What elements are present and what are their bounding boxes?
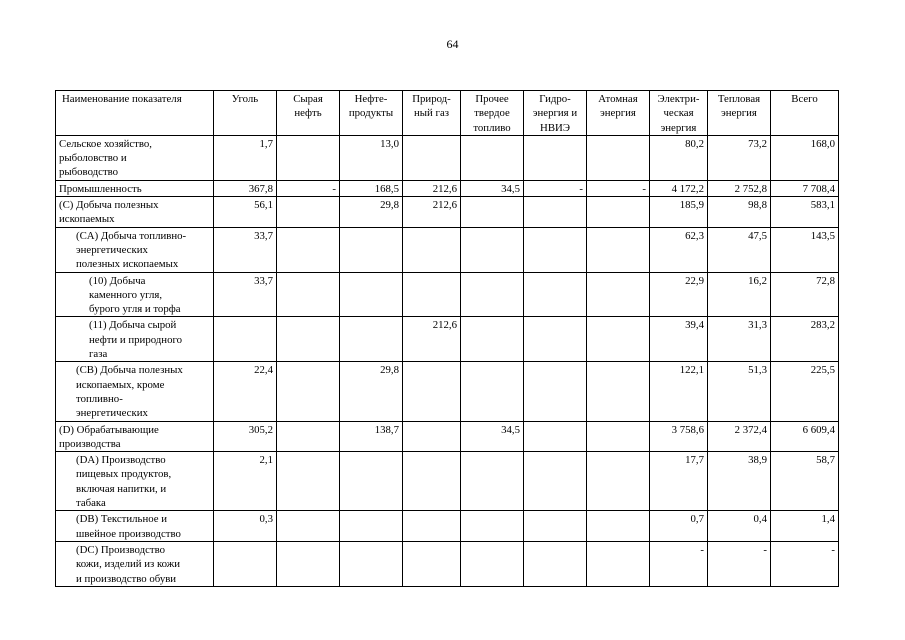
cell-nuclear [587, 541, 650, 586]
cell-electricity: 39,4 [650, 317, 708, 362]
table-row [56, 541, 839, 586]
table-row [56, 421, 839, 452]
energy-consumption-table [55, 90, 839, 587]
cell-nuclear [587, 452, 650, 511]
cell-petroleum-products: 138,7 [340, 421, 403, 452]
cell-natural-gas: 212,6 [403, 180, 461, 196]
page-number: 64 [446, 37, 459, 51]
cell-indicator-name: (DA) Производство пищевых продуктов, включая напитки, и табака [56, 452, 214, 511]
cell-hydro-renewables [524, 452, 587, 511]
cell-total: 1,4 [771, 511, 839, 542]
cell-nuclear [587, 135, 650, 180]
header-other-solid-fuel: Прочее твердое топливо [461, 91, 524, 136]
cell-other-solid-fuel: 34,5 [461, 180, 524, 196]
cell-crude-oil [277, 227, 340, 272]
header-electricity: Электри- ческая энергия [650, 91, 708, 136]
header-natural-gas: Природ- ный газ [403, 91, 461, 136]
cell-crude-oil [277, 135, 340, 180]
cell-total: 6 609,4 [771, 421, 839, 452]
cell-nuclear [587, 421, 650, 452]
cell-other-solid-fuel [461, 452, 524, 511]
cell-nuclear [587, 317, 650, 362]
cell-electricity: 4 172,2 [650, 180, 708, 196]
cell-total: 7 708,4 [771, 180, 839, 196]
cell-petroleum-products [340, 541, 403, 586]
cell-coal [214, 317, 277, 362]
cell-indicator-name: (10) Добыча каменного угля, бурого угля и торфа [56, 272, 214, 317]
cell-hydro-renewables [524, 421, 587, 452]
table-row [56, 511, 839, 542]
cell-hydro-renewables [524, 362, 587, 421]
cell-natural-gas: 212,6 [403, 197, 461, 228]
cell-coal: 56,1 [214, 197, 277, 228]
cell-electricity: - [650, 541, 708, 586]
cell-heat: 51,3 [708, 362, 771, 421]
cell-crude-oil [277, 197, 340, 228]
cell-other-solid-fuel [461, 227, 524, 272]
cell-coal: 0,3 [214, 511, 277, 542]
cell-other-solid-fuel [461, 197, 524, 228]
header-petroleum-products: Нефте- продукты [340, 91, 403, 136]
cell-electricity: 3 758,6 [650, 421, 708, 452]
cell-coal: 1,7 [214, 135, 277, 180]
cell-hydro-renewables [524, 511, 587, 542]
cell-electricity: 17,7 [650, 452, 708, 511]
cell-total: 283,2 [771, 317, 839, 362]
cell-electricity: 22,9 [650, 272, 708, 317]
cell-crude-oil [277, 317, 340, 362]
cell-hydro-renewables [524, 135, 587, 180]
table-row [56, 135, 839, 180]
cell-heat: 73,2 [708, 135, 771, 180]
cell-coal: 305,2 [214, 421, 277, 452]
cell-hydro-renewables [524, 197, 587, 228]
table-row [56, 227, 839, 272]
header-hydro-renewables: Гидро- энергия и НВИЭ [524, 91, 587, 136]
cell-petroleum-products: 29,8 [340, 362, 403, 421]
cell-nuclear [587, 227, 650, 272]
cell-electricity: 62,3 [650, 227, 708, 272]
cell-electricity: 80,2 [650, 135, 708, 180]
cell-crude-oil [277, 541, 340, 586]
cell-total: 225,5 [771, 362, 839, 421]
cell-natural-gas: 212,6 [403, 317, 461, 362]
cell-total: - [771, 541, 839, 586]
cell-crude-oil [277, 511, 340, 542]
cell-coal [214, 541, 277, 586]
cell-indicator-name: (11) Добыча сырой нефти и природного газа [56, 317, 214, 362]
cell-crude-oil [277, 272, 340, 317]
cell-hydro-renewables [524, 541, 587, 586]
cell-natural-gas [403, 452, 461, 511]
cell-indicator-name: Промышленность [56, 180, 214, 196]
cell-natural-gas [403, 272, 461, 317]
cell-indicator-name: (CA) Добыча топливно- энергетических полезных ископаемых [56, 227, 214, 272]
cell-heat: 2 752,8 [708, 180, 771, 196]
table-row [56, 197, 839, 228]
cell-other-solid-fuel [461, 317, 524, 362]
cell-other-solid-fuel [461, 135, 524, 180]
cell-nuclear [587, 272, 650, 317]
cell-hydro-renewables [524, 317, 587, 362]
cell-other-solid-fuel [461, 272, 524, 317]
cell-natural-gas [403, 362, 461, 421]
table-row [56, 317, 839, 362]
cell-petroleum-products: 29,8 [340, 197, 403, 228]
cell-petroleum-products [340, 272, 403, 317]
cell-petroleum-products [340, 317, 403, 362]
cell-petroleum-products [340, 511, 403, 542]
cell-other-solid-fuel [461, 511, 524, 542]
cell-total: 58,7 [771, 452, 839, 511]
cell-crude-oil [277, 362, 340, 421]
cell-petroleum-products: 13,0 [340, 135, 403, 180]
header-heat: Тепловая энергия [708, 91, 771, 136]
cell-heat: 2 372,4 [708, 421, 771, 452]
cell-hydro-renewables: - [524, 180, 587, 196]
cell-indicator-name: (CB) Добыча полезных ископаемых, кроме топливно- энергетических [56, 362, 214, 421]
cell-crude-oil: - [277, 180, 340, 196]
cell-electricity: 0,7 [650, 511, 708, 542]
cell-coal: 33,7 [214, 272, 277, 317]
cell-natural-gas [403, 227, 461, 272]
cell-other-solid-fuel [461, 541, 524, 586]
cell-hydro-renewables [524, 227, 587, 272]
cell-heat: 16,2 [708, 272, 771, 317]
cell-electricity: 122,1 [650, 362, 708, 421]
cell-total: 583,1 [771, 197, 839, 228]
cell-petroleum-products [340, 452, 403, 511]
cell-nuclear [587, 362, 650, 421]
cell-other-solid-fuel [461, 362, 524, 421]
cell-heat: 0,4 [708, 511, 771, 542]
cell-electricity: 185,9 [650, 197, 708, 228]
cell-natural-gas [403, 135, 461, 180]
cell-nuclear [587, 197, 650, 228]
table-row [56, 272, 839, 317]
cell-total: 168,0 [771, 135, 839, 180]
cell-indicator-name: (DC) Производство кожи, изделий из кожи и производство обуви [56, 541, 214, 586]
cell-indicator-name: (D) Обрабатывающие производства [56, 421, 214, 452]
header-coal: Уголь [214, 91, 277, 136]
cell-total: 72,8 [771, 272, 839, 317]
cell-crude-oil [277, 452, 340, 511]
cell-coal: 33,7 [214, 227, 277, 272]
cell-hydro-renewables [524, 272, 587, 317]
header-total: Всего [771, 91, 839, 136]
cell-heat: 47,5 [708, 227, 771, 272]
cell-natural-gas [403, 511, 461, 542]
cell-heat: 38,9 [708, 452, 771, 511]
cell-coal: 22,4 [214, 362, 277, 421]
cell-petroleum-products [340, 227, 403, 272]
cell-heat: 31,3 [708, 317, 771, 362]
cell-total: 143,5 [771, 227, 839, 272]
table-row [56, 362, 839, 421]
table-row [56, 180, 839, 196]
table-body [56, 135, 839, 586]
cell-natural-gas [403, 421, 461, 452]
cell-nuclear: - [587, 180, 650, 196]
cell-petroleum-products: 168,5 [340, 180, 403, 196]
cell-indicator-name: (C) Добыча полезных ископаемых [56, 197, 214, 228]
cell-crude-oil [277, 421, 340, 452]
table-header-row [56, 91, 839, 136]
table-row [56, 452, 839, 511]
cell-natural-gas [403, 541, 461, 586]
cell-nuclear [587, 511, 650, 542]
header-indicator-name: Наименование показателя [56, 91, 214, 136]
cell-heat: 98,8 [708, 197, 771, 228]
cell-coal: 367,8 [214, 180, 277, 196]
cell-coal: 2,1 [214, 452, 277, 511]
header-nuclear: Атомная энергия [587, 91, 650, 136]
cell-indicator-name: (DB) Текстильное и швейное производство [56, 511, 214, 542]
header-crude-oil: Сырая нефть [277, 91, 340, 136]
cell-other-solid-fuel: 34,5 [461, 421, 524, 452]
cell-heat: - [708, 541, 771, 586]
cell-indicator-name: Сельское хозяйство, рыболовство и рыбоводство [56, 135, 214, 180]
